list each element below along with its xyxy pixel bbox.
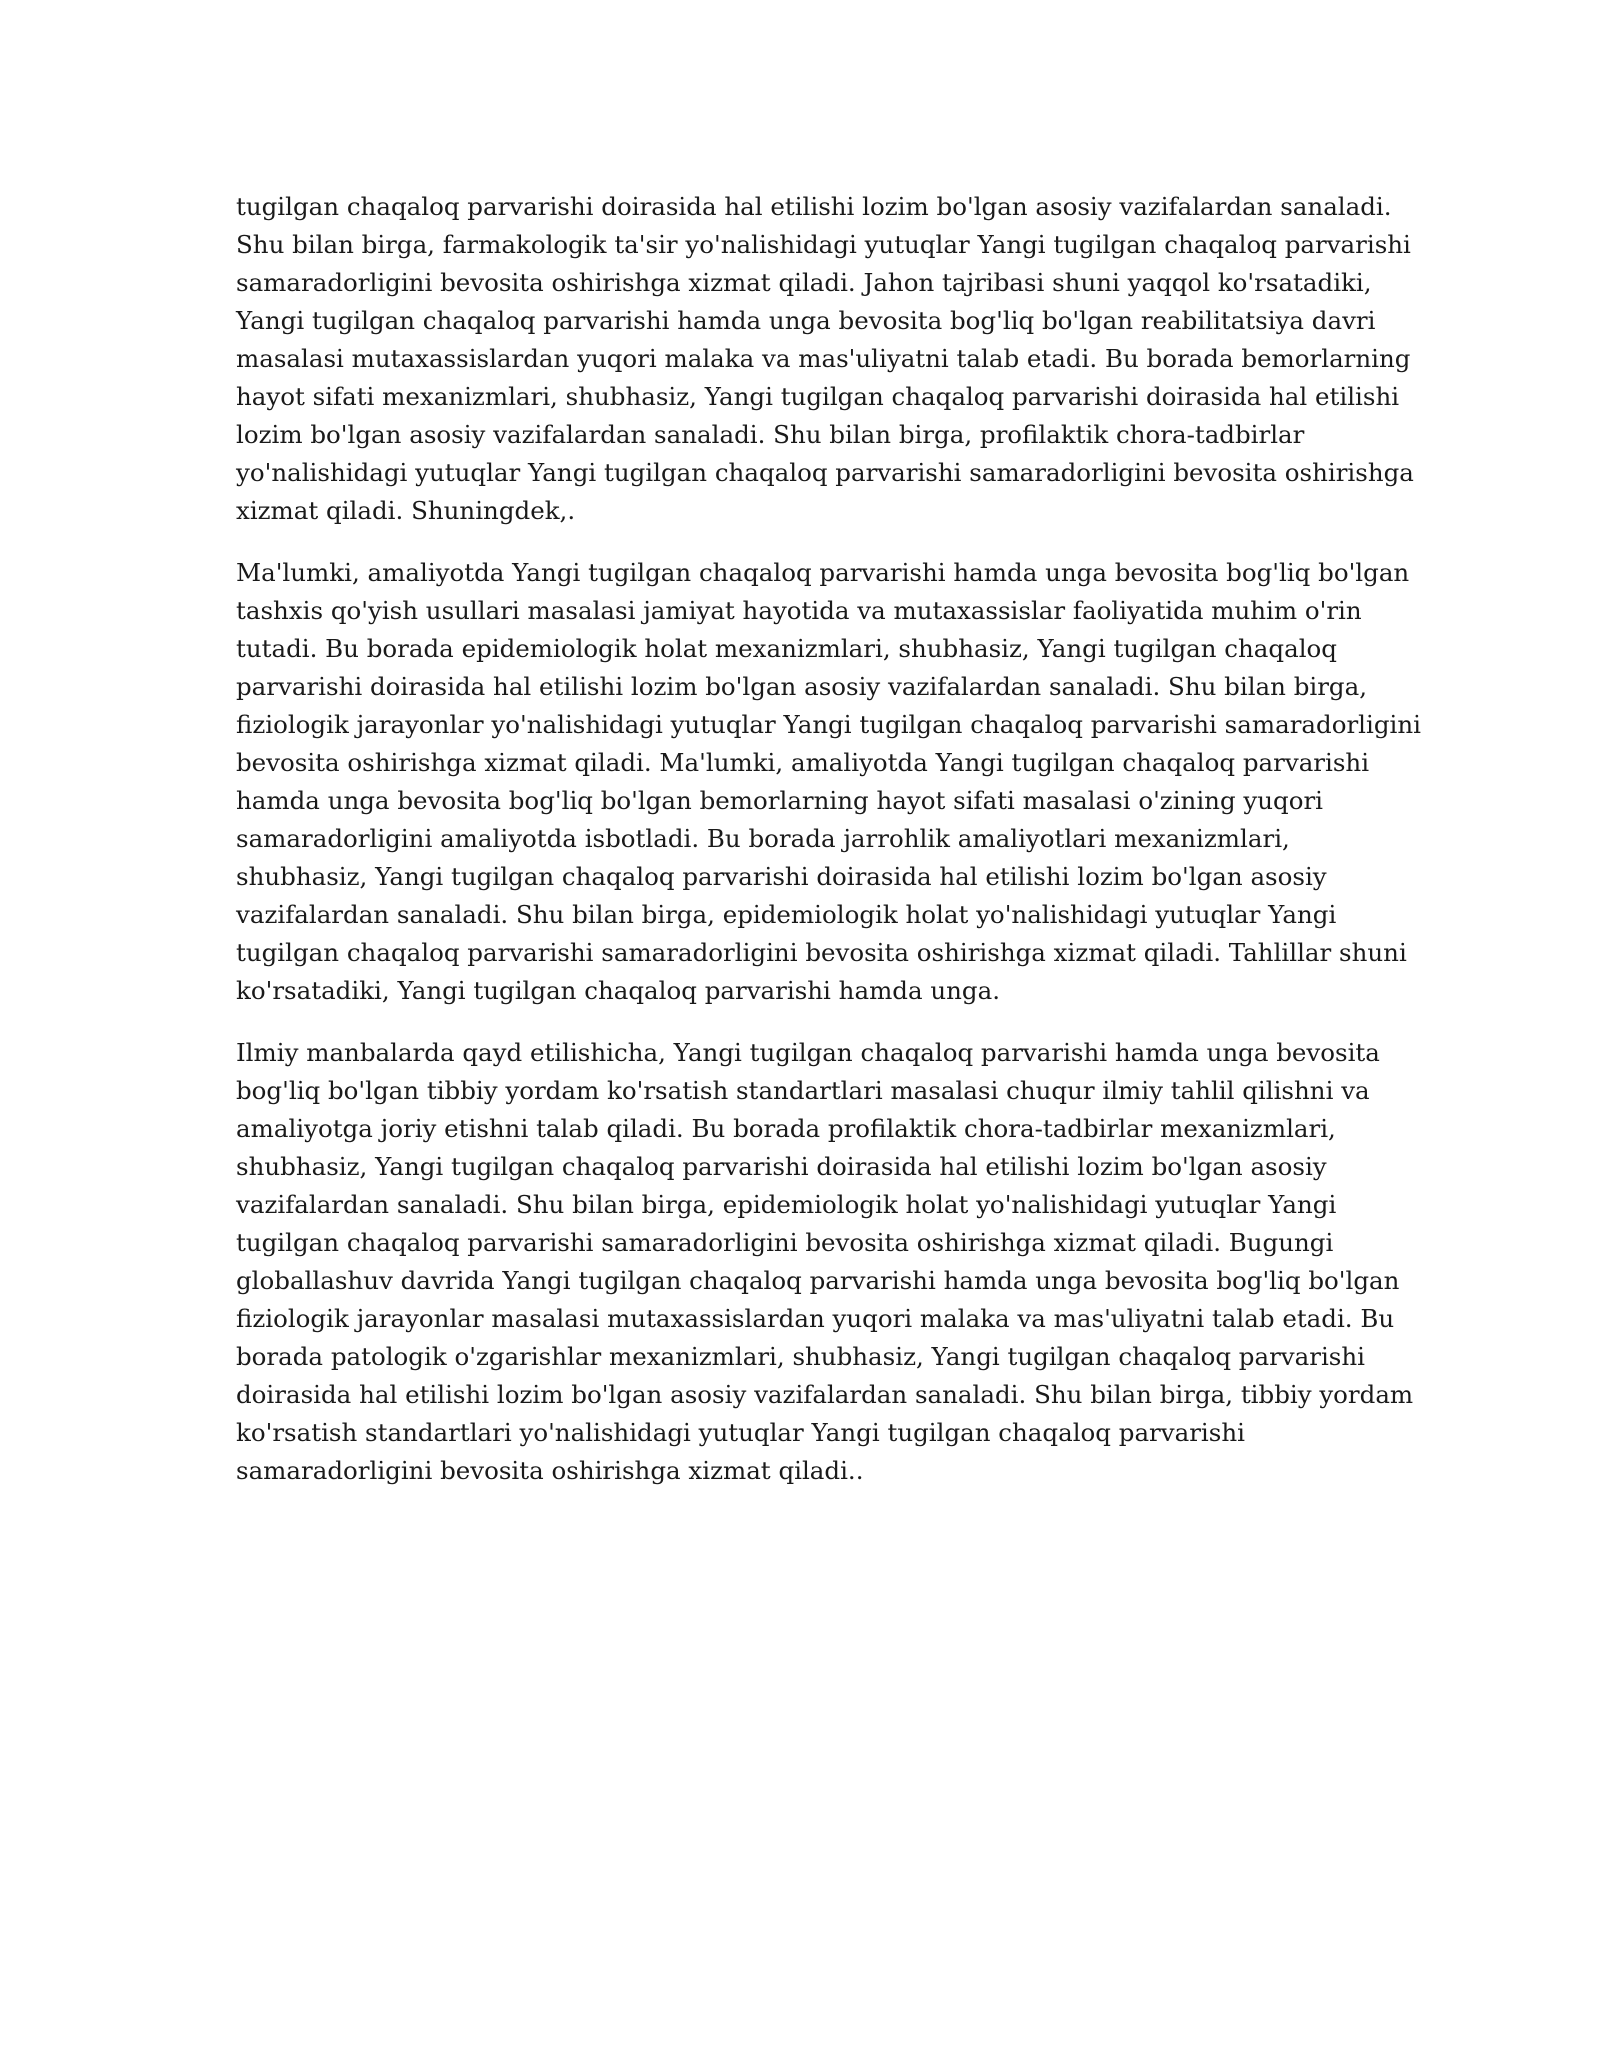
- text-line: Ma'lumki, amaliyotda Yangi tugilgan chaqaloq parvarishi hamda unga bevosita bog'liq bo'lgan: [236, 558, 1410, 587]
- text-line: samaradorligini amaliyotda isbotladi. Bu borada jarrohlik amaliyotlari mexanizmlari,: [236, 824, 1290, 853]
- text-line: samaradorligini bevosita oshirishga xizmat qiladi..: [236, 1456, 864, 1485]
- text-line: hamda unga bevosita bog'liq bo'lgan bemorlarning hayot sifati masalasi o'zining yuqori: [236, 786, 1324, 815]
- text-line: ko'rsatish standartlari yo'nalishidagi yutuqlar Yangi tugilgan chaqaloq parvarishi: [236, 1418, 1245, 1447]
- text-line: amaliyotga joriy etishni talab qiladi. Bu borada profilaktik chora-tadbirlar mexanizmlari,: [236, 1114, 1336, 1143]
- text-line: lozim bo'lgan asosiy vazifalardan sanaladi. Shu bilan birga, profilaktik chora-tadbirlar: [236, 420, 1305, 449]
- text-line: vazifalardan sanaladi. Shu bilan birga, epidemiologik holat yo'nalishidagi yutuqlar Yangi: [236, 1190, 1337, 1219]
- body-text: [236, 188, 1421, 1514]
- text-line: doirasida hal etilishi lozim bo'lgan asosiy vazifalardan sanaladi. Shu bilan birga, tibbiy yordam: [236, 1380, 1414, 1409]
- text-line: tugilgan chaqaloq parvarishi doirasida hal etilishi lozim bo'lgan asosiy vazifalardan sanaladi.: [236, 192, 1392, 221]
- paragraph-3: [236, 1034, 1414, 1490]
- text-line: masalasi mutaxassislardan yuqori malaka va mas'uliyatni talab etadi. Bu borada bemorlarning: [236, 344, 1411, 373]
- text-line: tutadi. Bu borada epidemiologik holat mexanizmlari, shubhasiz, Yangi tugilgan chaqaloq: [236, 634, 1337, 663]
- text-line: ko'rsatadiki, Yangi tugilgan chaqaloq parvarishi hamda unga.: [236, 976, 1001, 1005]
- text-line: Ilmiy manbalarda qayd etilishicha, Yangi tugilgan chaqaloq parvarishi hamda unga bevosita: [236, 1038, 1380, 1067]
- text-line: Yangi tugilgan chaqaloq parvarishi hamda unga bevosita bog'liq bo'lgan reabilitatsiya davri: [236, 306, 1376, 335]
- text-line: globallashuv davrida Yangi tugilgan chaqaloq parvarishi hamda unga bevosita bog'liq bo'lgan: [236, 1266, 1400, 1295]
- text-line: vazifalardan sanaladi. Shu bilan birga, epidemiologik holat yo'nalishidagi yutuqlar Yangi: [236, 900, 1337, 929]
- text-line: tashxis qo'yish usullari masalasi jamiyat hayotida va mutaxassislar faoliyatida muhim o'rin: [236, 596, 1362, 625]
- paragraph-1: [236, 188, 1414, 530]
- text-line: parvarishi doirasida hal etilishi lozim bo'lgan asosiy vazifalardan sanaladi. Shu bilan birga,: [236, 672, 1368, 701]
- text-line: tugilgan chaqaloq parvarishi samaradorligini bevosita oshirishga xizmat qiladi. Bugungi: [236, 1228, 1334, 1257]
- text-line: samaradorligini bevosita oshirishga xizmat qiladi. Jahon tajribasi shuni yaqqol ko'rsatadiki,: [236, 268, 1372, 297]
- text-line: shubhasiz, Yangi tugilgan chaqaloq parvarishi doirasida hal etilishi lozim bo'lgan asosiy: [236, 862, 1327, 891]
- text-line: bog'liq bo'lgan tibbiy yordam ko'rsatish standartlari masalasi chuqur ilmiy tahlil qilishni va: [236, 1076, 1370, 1105]
- text-line: hayot sifati mexanizmlari, shubhasiz, Yangi tugilgan chaqaloq parvarishi doirasida hal etilishi: [236, 382, 1400, 411]
- text-line: tugilgan chaqaloq parvarishi samaradorligini bevosita oshirishga xizmat qiladi. Tahlillar shuni: [236, 938, 1407, 967]
- text-line: fiziologik jarayonlar yo'nalishidagi yutuqlar Yangi tugilgan chaqaloq parvarishi samaradorligini: [236, 710, 1421, 739]
- text-line: borada patologik o'zgarishlar mexanizmlari, shubhasiz, Yangi tugilgan chaqaloq parvarishi: [236, 1342, 1365, 1371]
- text-line: xizmat qiladi. Shuningdek,.: [236, 496, 576, 525]
- text-line: fiziologik jarayonlar masalasi mutaxassislardan yuqori malaka va mas'uliyatni talab etadi. Bu: [236, 1304, 1395, 1333]
- text-line: yo'nalishidagi yutuqlar Yangi tugilgan chaqaloq parvarishi samaradorligini bevosita oshirishga: [236, 458, 1414, 487]
- text-line: bevosita oshirishga xizmat qiladi. Ma'lumki, amaliyotda Yangi tugilgan chaqaloq parvarishi: [236, 748, 1370, 777]
- text-line: shubhasiz, Yangi tugilgan chaqaloq parvarishi doirasida hal etilishi lozim bo'lgan asosiy: [236, 1152, 1327, 1181]
- text-line: Shu bilan birga, farmakologik ta'sir yo'nalishidagi yutuqlar Yangi tugilgan chaqaloq parvarishi: [236, 230, 1411, 259]
- paragraph-2: [236, 554, 1421, 1010]
